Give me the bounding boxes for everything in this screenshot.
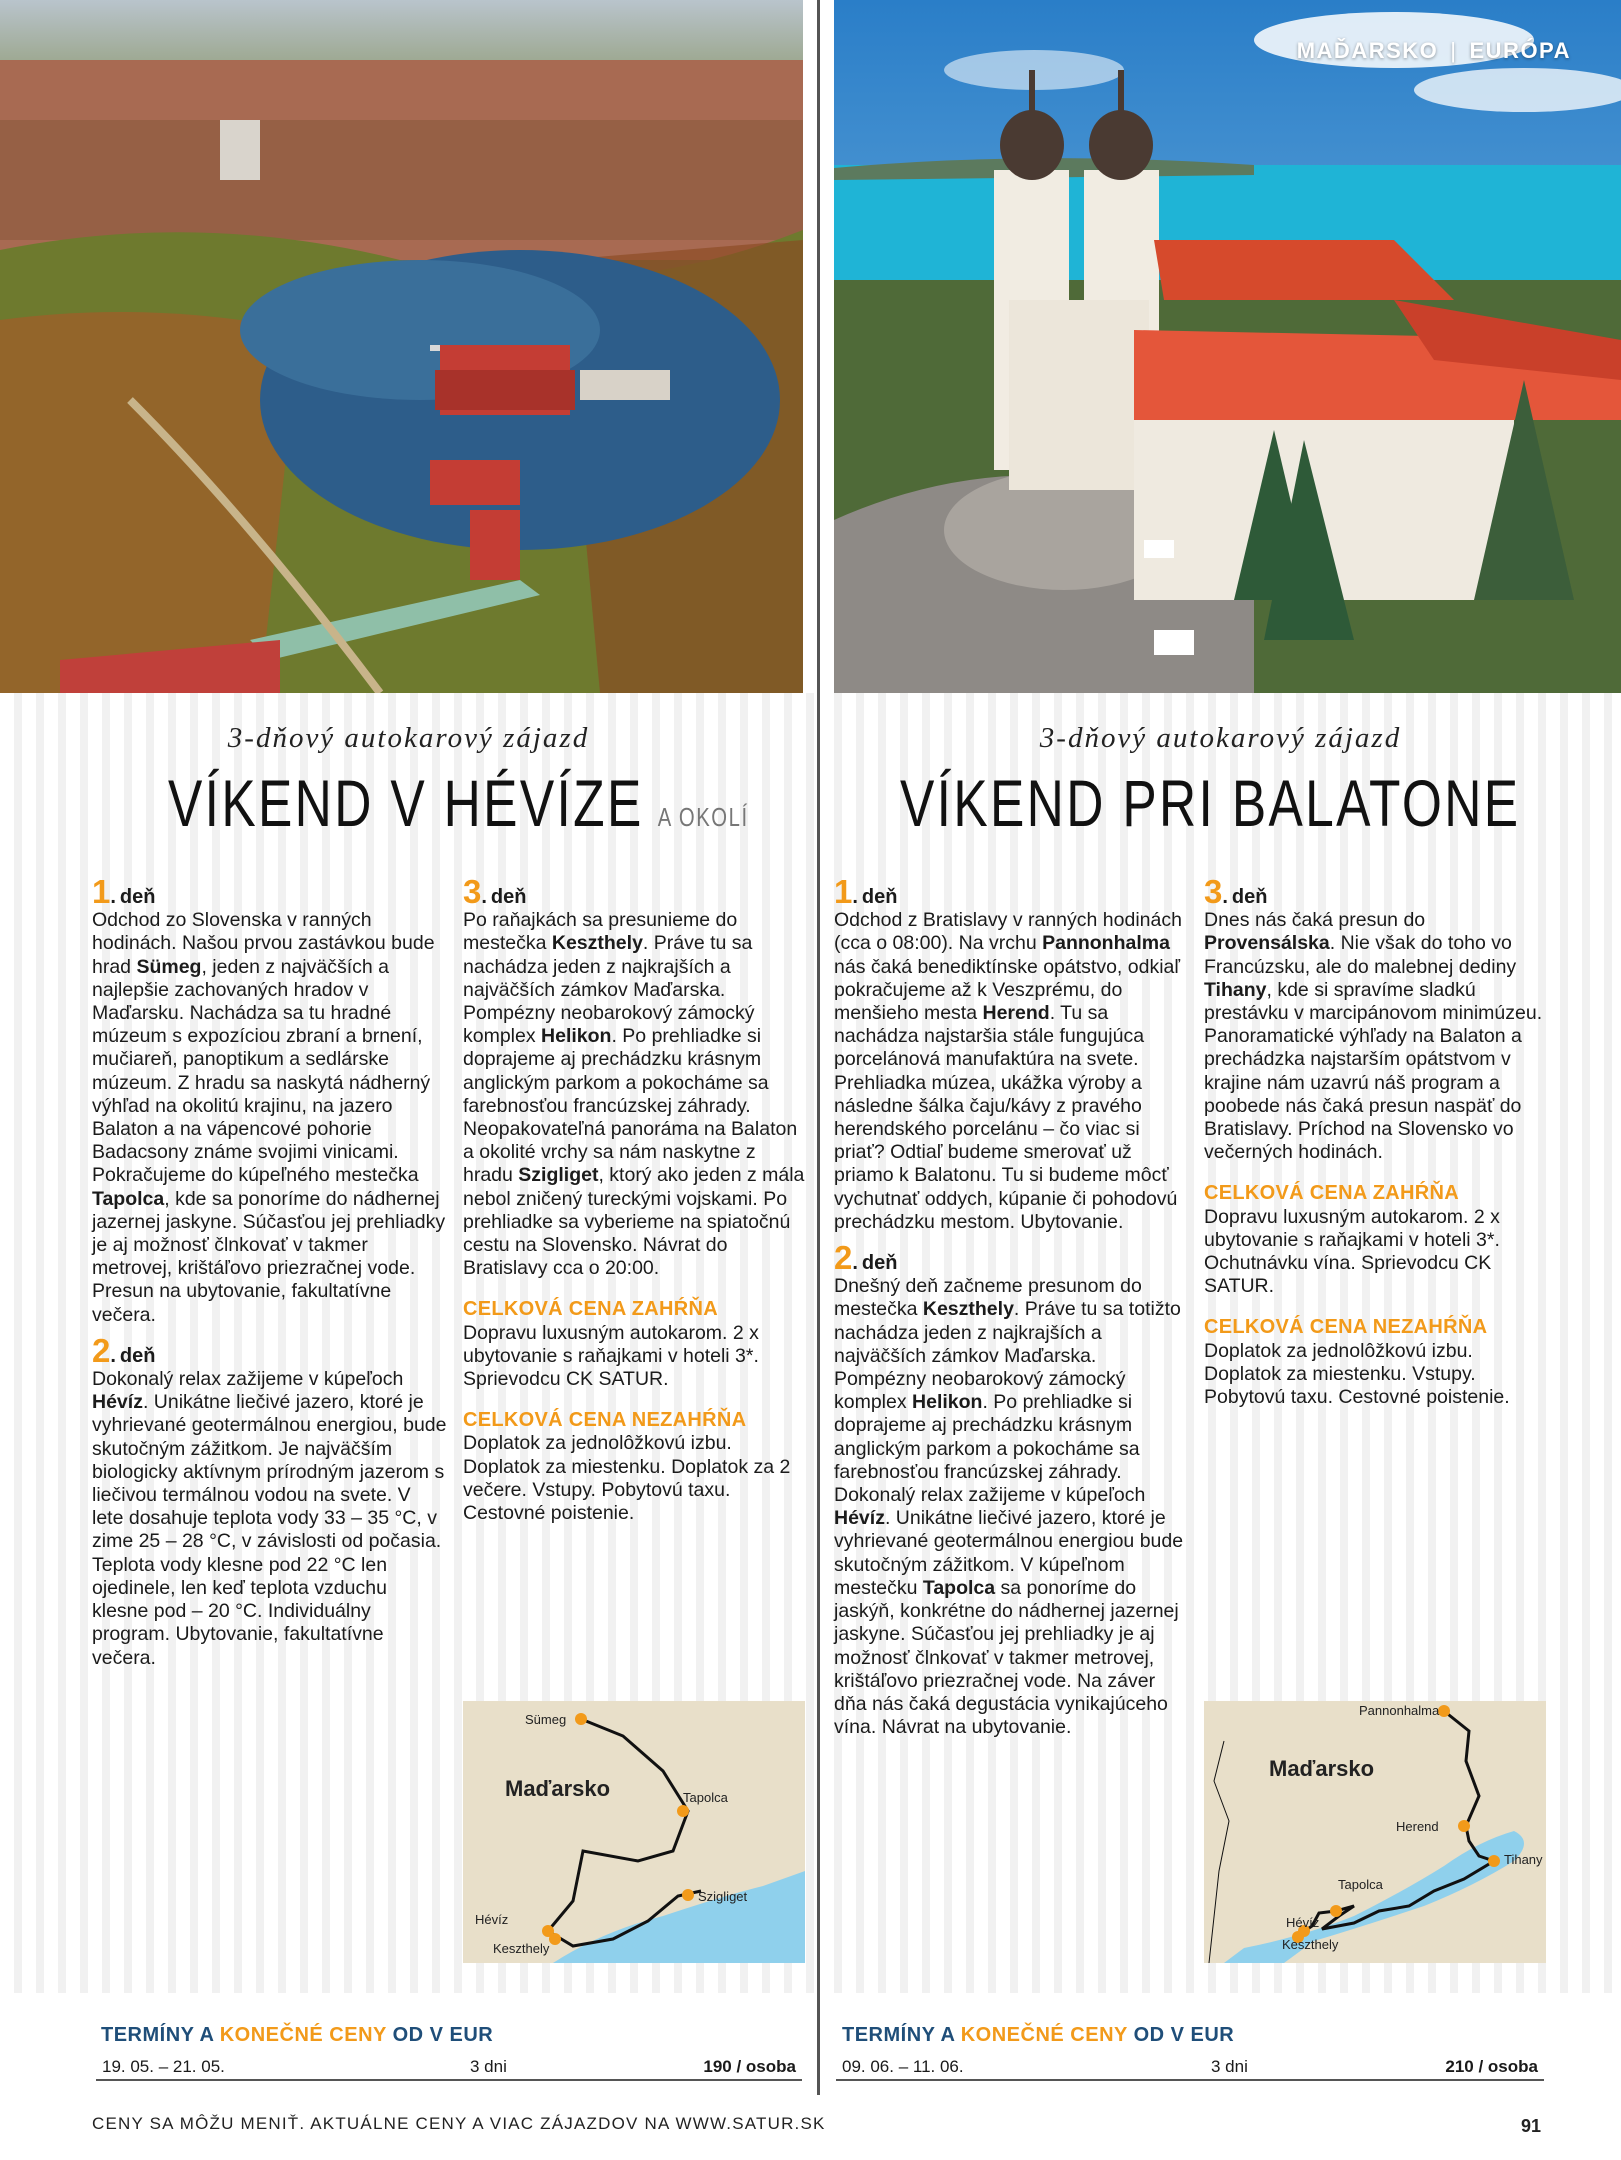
map-marker-tapolca	[677, 1805, 689, 1817]
map-country-label: Maďarsko	[505, 1776, 611, 1801]
map-label-tihany: Tihany	[1504, 1852, 1543, 1867]
page-divider	[817, 0, 820, 2095]
left-itinerary-column-1	[92, 873, 447, 1670]
right-terms-row	[836, 2055, 1544, 2081]
left-terms-row	[96, 2055, 802, 2081]
right-itinerary-column-1	[834, 873, 1189, 1739]
left-trip-title-suffix: A OKOLÍ	[657, 802, 749, 832]
right-day1-number: 1	[834, 873, 853, 910]
left-excluded-heading: CELKOVÁ CENA NEZAHŔŇA	[463, 1409, 747, 1432]
map-label-sumeg: Sümeg	[525, 1712, 567, 1727]
left-day2-number: 2	[92, 1331, 111, 1369]
right-route-map	[1204, 1701, 1546, 1963]
left-day1-number: 1	[92, 873, 111, 910]
left-terms-date: 19. 05. – 21. 05.	[102, 2057, 225, 2076]
right-terms-heading: TERMÍNY A KONEČNÉ CENY OD V EUR	[842, 2024, 1235, 2046]
right-excluded-heading: CELKOVÁ CENA NEZAHŔŇA	[1204, 1316, 1488, 1339]
left-trip-subtitle: 3-dňový autokarový zájazd	[227, 722, 590, 754]
left-day1-text: Odchod zo Slovenska v ranných hodinách. Našou prvou zastávkou bude hrad Sümeg, jeden z najväčších a najlepšie zachovaných hradov v Maďarsku. Nachádza sa tu hradné múzeum s expozíciou zbraní a brnení, mučiareň, panoptikum a sedlárske múzeum. Z hradu sa naskytá nádherný výhľad na okolitú krajinu, na jazero Balaton a na vápencové pohorie Badacsony známe svojimi vinicami. Pokračujeme do kúpeľného mestečka Tapolca, kde sa ponoríme do nádhernej jazernej jaskyne. Súčasťou jej prehliadky je aj možnosť člnkovať v takmer metrovej, krištáľovo priezračnej vode. Presun na ubytovanie, fakultatívne večera.	[92, 909, 446, 1326]
right-trip-subtitle: 3-dňový autokarový zájazd	[1039, 722, 1402, 754]
left-itinerary-column-2	[463, 873, 808, 1525]
border-line	[1209, 1741, 1229, 1963]
map-marker-tihany	[1488, 1855, 1500, 1867]
left-day2-label: deň	[119, 1344, 156, 1367]
right-day1-label: deň	[861, 886, 898, 908]
right-terms-days: 3 dni	[1211, 2057, 1248, 2076]
map-label-herend: Herend	[1396, 1819, 1439, 1834]
right-day3-heading: 3 . deň	[1204, 873, 1268, 910]
left-day2-text: Dokonalý relax zažijeme v kúpeľoch Hévíz. Unikátne liečivé jazero, ktoré je vyhrievané geotermálnou energiou, bude skutočným zážitkom. Je najväčším biologicky aktívnym prírodným jazerom s liečivou termálnou vodou na svete. V lete dosahuje teplota vody 33 – 35 °C, v zime 25 – 28 °C, v závislosti od počasia. Teplota vody klesne pod 22 °C len ojedinele, len keď teplota vzduchu klesne pod – 20 °C. Individuálny program. Ubytovanie, fakultatívne večera.	[92, 1368, 447, 1669]
balaton-lake	[553, 1871, 805, 1963]
right-itinerary-column-2	[1204, 873, 1554, 1409]
left-day1-heading: 1 . deň	[92, 873, 156, 910]
left-included-heading: CELKOVÁ CENA ZAHŔŇA	[463, 1298, 718, 1321]
map-marker-herend	[1458, 1820, 1470, 1832]
left-terms-price: 190 / osoba	[703, 2057, 796, 2076]
right-day1-text: Odchod z Bratislavy v ranných hodinách (cca o 08:00). Na vrchu Pannonhalma nás čaká benediktínske opátstvo, odkiaľ pokračujeme až k Veszprému, do menšieho mesta Herend. Tu sa nachádza najstaršia stále fungujúca porcelánová manufaktúra na svete. Prehliadka múzea, ukážka výroby a následne šálka čaju/kávy z pravého herendského porcelánu – čo viac si priať? Odtiaľ budeme smerovať už priamo k Balatonu. Tu si budeme môcť vychutnať oddych, kúpanie či pohodovú prechádzku mestom. Ubytovanie.	[834, 909, 1182, 1233]
map-label-heviz: Hévíz	[1286, 1915, 1320, 1930]
footer-note: CENY SA MÔŽU MENIŤ. AKTUÁLNE CENY A VIAC ZÁJAZDOV NA WWW.SATUR.SK	[92, 2114, 826, 2133]
breadcrumb-country: MAĎARSKO	[1296, 38, 1439, 63]
left-included-text: Dopravu luxusným autokarom. 2 x ubytovanie s raňajkami v hoteli 3*. Sprievodcu CK SATUR.	[463, 1321, 759, 1391]
left-day3-number: 3	[463, 873, 482, 910]
left-day3-label: deň	[490, 886, 527, 908]
map-marker-sumeg	[575, 1713, 587, 1725]
map-label-pannonhalma: Pannonhalma	[1359, 1703, 1440, 1718]
right-trip-title: VÍKEND PRI BALATONE	[900, 766, 1521, 840]
right-excluded-text: Doplatok za jednolôžkovú izbu. Doplatok za miestenku. Vstupy. Pobytovú taxu. Cestovné poistenie.	[1204, 1339, 1510, 1409]
map-marker-szigliget	[682, 1889, 694, 1901]
right-day3-label: deň	[1231, 886, 1268, 908]
left-trip-title-main: VÍKEND V HÉVÍZE	[168, 766, 644, 840]
right-included-heading: CELKOVÁ CENA ZAHŔŇA	[1204, 1182, 1459, 1205]
right-day2-heading: 2 . deň	[834, 1239, 898, 1277]
right-day1-heading: 1 . deň	[834, 873, 898, 910]
right-included-text: Dopravu luxusným autokarom. 2 x ubytovanie s raňajkami v hoteli 3*. Ochutnávku vína. Sprievodcu CK SATUR.	[1204, 1205, 1500, 1298]
map-marker-tapolca	[1330, 1905, 1342, 1917]
right-day3-number: 3	[1204, 873, 1223, 910]
map-label-szigliget: Szigliget	[698, 1889, 748, 1904]
right-day3-text: Dnes nás čaká presun do Provensálska. Nie však do toho vo Francúzsku, ale do malebnej dediny Tihany, kde si spravíme sladkú prestávku v marcipánovom minimúzeu. Panoramatické výhľady na Balaton a prechádzka najstarším opátstvom v krajine nám uzavrú náš program a poobede nás čaká presun naspäť do Bratislavy. Príchod na Slovensko vo večerných hodinách.	[1204, 909, 1543, 1164]
breadcrumb-separator: |	[1450, 38, 1458, 63]
map-label-keszthely: Keszthely	[493, 1941, 550, 1956]
left-terms-heading: TERMÍNY A KONEČNÉ CENY OD V EUR	[101, 2024, 494, 2046]
right-terms-date: 09. 06. – 11. 06.	[842, 2057, 964, 2076]
right-day2-text: Dnešný deň začneme presunom do mestečka Keszthely. Práve tu sa totižto nachádza jeden z najkrajších a najväčších zámkov Maďarska. Pompézny neobarokový zámocký komplex Helikon. Po prehliadke si doprajeme aj prechádzku krásnym anglickým parkom a pokocháme sa farebnosťou francúzskej záhrady. Dokonalý relax zažijeme v kúpeľoch Hévíz. Unikátne liečivé jazero, ktoré je vyhrievané geotermálnou energiou bude skutočným zážitkom. V kúpeľnom mestečku Tapolca sa ponoríme do jaskýň, konkrétne do nádhernej jazernej jaskyne. Súčasťou jej prehliadky je aj možnosť člnkovať v takmer metrovej, krištáľovo priezračnej vode. Na záver dňa nás čaká degustácia vynikajúceho vína. Návrat na ubytovanie.	[834, 1275, 1184, 1739]
right-day2-number: 2	[834, 1239, 853, 1277]
map-label-heviz: Hévíz	[475, 1912, 509, 1927]
left-trip-title	[168, 765, 749, 841]
right-terms-price: 210 / osoba	[1445, 2057, 1538, 2076]
map-country-label: Maďarsko	[1269, 1756, 1375, 1781]
breadcrumb-region: EURÓPA	[1469, 38, 1571, 63]
map-label-keszthely: Keszthely	[1282, 1937, 1339, 1952]
heviz-lake-photo	[0, 0, 803, 693]
left-day1-label: deň	[119, 886, 156, 908]
left-day3-text: Po raňajkách sa presunieme do mestečka Keszthely. Práve tu sa nachádza jeden z najkrajších a najväčších zámkov Maďarska. Pompézny neobarokový zámocký komplex Helikon. Po prehliadke si doprajeme aj prechádzku krásnym anglickým parkom a pokocháme sa farebnosťou francúzskej záhrady. Neopakovateľná panoráma na Balaton a okolité vrchy sa nám naskytne z hradu Szigliget, ktorý ako jeden z mála nebol zničený tureckými vojskami. Po prehliadke sa vyberieme na spiatočnú cestu na Slovensko. Návrat do Bratislavy cca o 20:00.	[463, 909, 805, 1280]
map-marker-pannonhalma	[1438, 1705, 1450, 1717]
left-day3-heading: 3 . deň	[463, 873, 527, 910]
tihany-abbey-photo	[834, 0, 1621, 693]
map-marker-keszthely	[549, 1933, 561, 1945]
breadcrumb	[1297, 38, 1571, 64]
balaton-lake	[1224, 1831, 1524, 1963]
map-label-tapolca: Tapolca	[1338, 1877, 1383, 1892]
left-excluded-text: Doplatok za jednolôžkovú izbu. Doplatok za miestenku. Doplatok za 2 večere. Vstupy. Pobytovú taxu. Cestovné poistenie.	[463, 1432, 791, 1525]
map-label-tapolca: Tapolca	[683, 1790, 728, 1805]
left-terms-days: 3 dni	[470, 2057, 507, 2076]
right-day2-label: deň	[861, 1252, 898, 1275]
left-day2-heading: 2 . deň	[92, 1331, 156, 1369]
left-route-map	[463, 1701, 805, 1963]
page-number: 91	[1520, 2116, 1541, 2136]
